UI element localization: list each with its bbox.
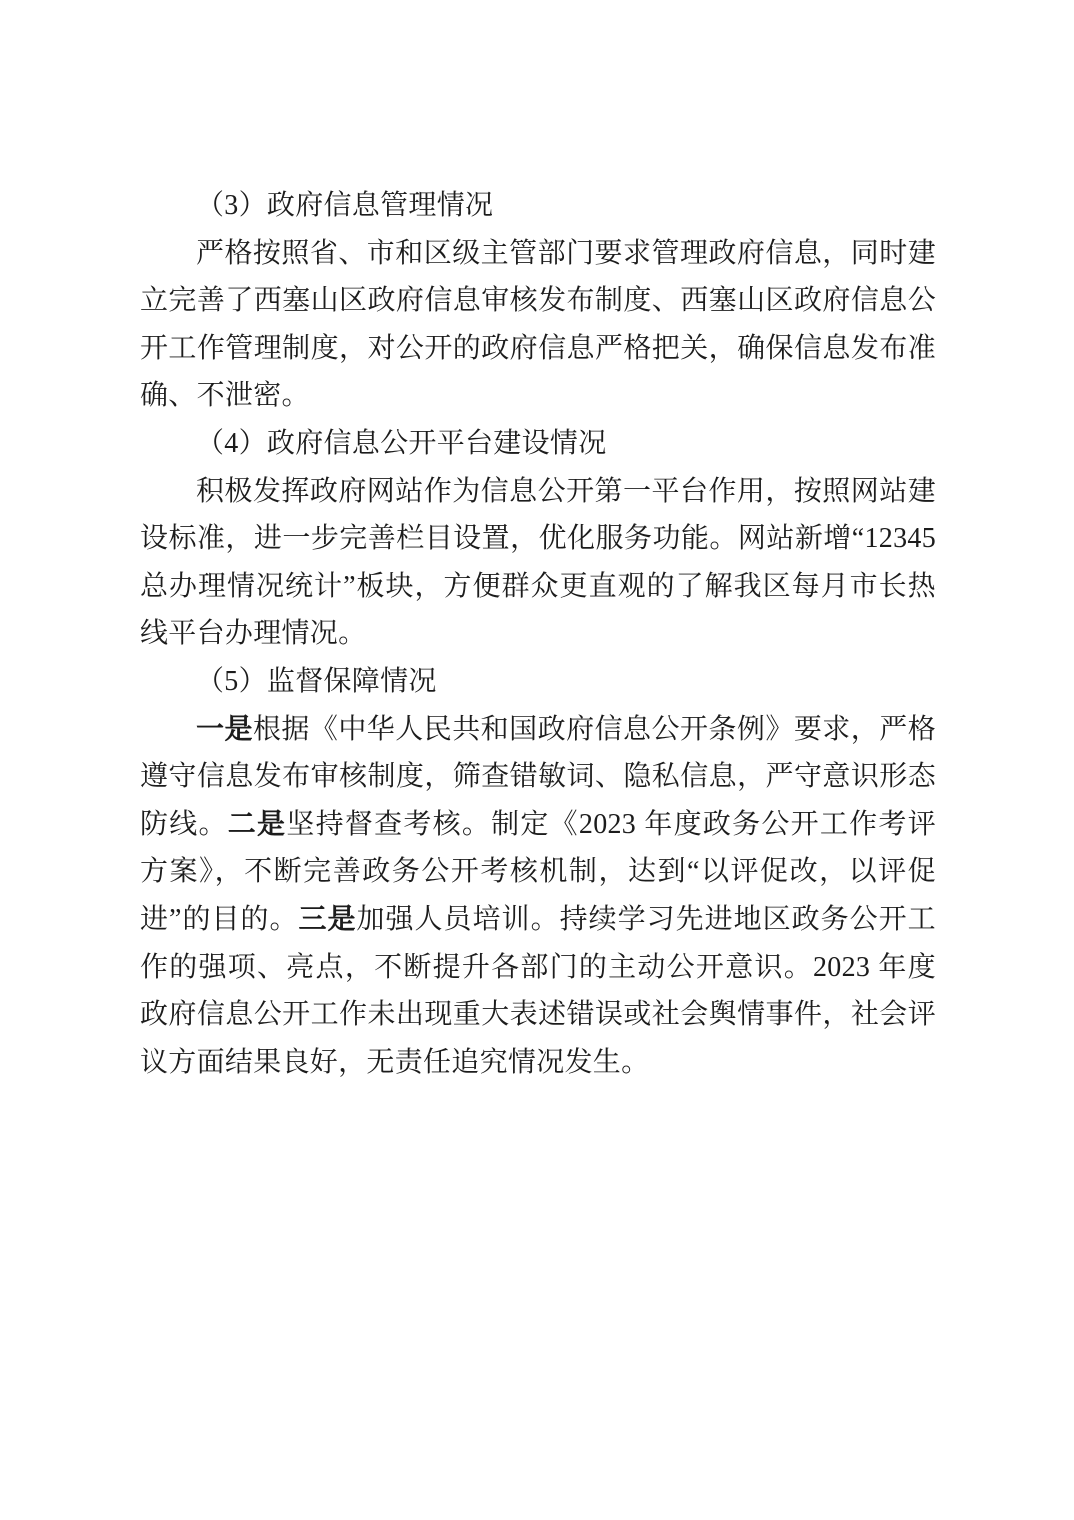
bold-text-run: 一是 <box>196 713 253 745</box>
section-heading <box>140 658 936 706</box>
document-content <box>140 182 936 1086</box>
bold-text-run: 三是 <box>298 903 357 935</box>
text-run: （3）政府信息管理情况 <box>196 190 494 221</box>
section-heading <box>140 182 936 230</box>
text-run: 坚持督查考核。制定《2023 年度政务公开工作考评方案》，不断完善政务公开考核机制，达到“以评促改，以评促进”的目的。 <box>140 808 936 935</box>
body-paragraph <box>140 706 936 1087</box>
section-heading <box>140 420 936 468</box>
text-run: 严格按照省、市和区级主管部门要求管理政府信息，同时建立完善了西塞山区政府信息审核发布制度、西塞山区政府信息公开工作管理制度，对公开的政府信息严格把关，确保信息发布准确、不泄密。 <box>140 237 936 412</box>
bold-text-run: 二是 <box>227 808 287 840</box>
text-run: 加强人员培训。持续学习先进地区政务公开工作的强项、亮点，不断提升各部门的主动公开意识。2023 年度政府信息公开工作未出现重大表述错误或社会舆情事件，社会评议方面结果良好，无责任追究情况发生。 <box>140 903 936 1078</box>
body-paragraph <box>140 468 936 658</box>
text-run: 根据《中华人民共和国政府信息公开条例》要求，严格遵守信息发布审核制度，筛查错敏词、隐私信息，严守意识形态防线。 <box>140 713 936 840</box>
body-paragraph <box>140 230 936 420</box>
text-run: （5）监督保障情况 <box>196 665 437 697</box>
text-run: （4）政府信息公开平台建设情况 <box>196 427 607 459</box>
text-run: 积极发挥政府网站作为信息公开第一平台作用，按照网站建设标准，进一步完善栏目设置，优化服务功能。网站新增“12345总办理情况统计”板块，方便群众更直观的了解我区每月市长热线平台办理情况。 <box>140 475 936 650</box>
